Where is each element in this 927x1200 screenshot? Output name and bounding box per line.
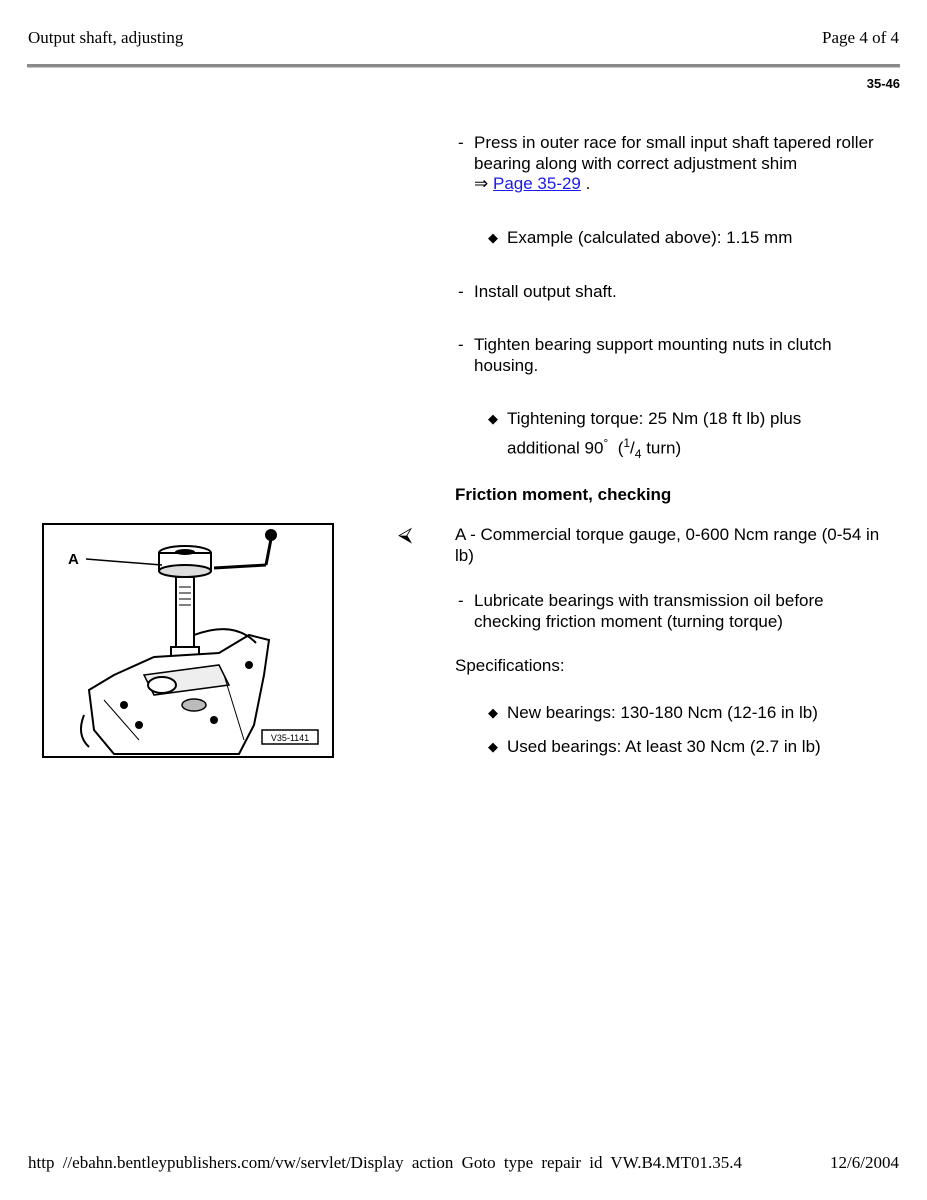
torque-line2: additional 90	[507, 438, 604, 458]
bullet-text: Used bearings: At least 30 Ncm (2.7 in lb)	[507, 737, 821, 756]
fraction-slash: /	[630, 438, 635, 458]
bullet-torque	[488, 407, 888, 466]
bullet-used-bearings	[488, 735, 888, 759]
step-install	[455, 282, 885, 303]
torque-gauge-figure	[42, 523, 334, 758]
section-heading: Friction moment, checking	[455, 485, 672, 504]
dash-marker: -	[458, 335, 464, 354]
dash-marker: -	[458, 591, 464, 610]
footer-date: 12/6/2004	[830, 1153, 899, 1172]
step-tighten	[455, 335, 885, 376]
step-text: Press in outer race for small input shaft tapered roller bearing along with correct adjustment shim	[474, 133, 874, 173]
specifications-label: Specifications:	[455, 656, 565, 675]
step-lubricate	[455, 591, 885, 632]
page-link[interactable]: Page 35-29	[492, 174, 581, 193]
callout-label: A	[68, 551, 79, 568]
step-text-end: .	[585, 174, 591, 193]
diamond-bullet-icon: ◆	[488, 411, 498, 426]
step-text: Tighten bearing support mounting nuts in clutch housing.	[474, 335, 832, 375]
bullet-text: Example (calculated above): 1.15 mm	[507, 228, 793, 247]
fraction-numerator: 1	[623, 436, 631, 450]
diamond-bullet-icon: ◆	[488, 705, 498, 720]
dash-marker: -	[458, 282, 464, 301]
transmission-illustration	[44, 525, 332, 756]
step-text: Install output shaft.	[474, 282, 617, 301]
page-header-title: Output shaft, adjusting	[28, 28, 184, 47]
footer-url: http //ebahn.bentleypublishers.com/vw/servlet/Display action Goto type repair id VW.B4.MT01.35.4	[28, 1153, 743, 1172]
gauge-item: A - Commercial torque gauge, 0-600 Ncm range (0-54 in lb)	[455, 525, 880, 565]
torque-line1: Tightening torque: 25 Nm (18 ft lb) plus	[507, 409, 802, 428]
degree-symbol: °	[603, 436, 609, 450]
fraction-denominator: 4	[634, 447, 642, 462]
header-rule	[27, 64, 900, 68]
page-number: Page 4 of 4	[822, 28, 899, 47]
pointer-arrow-icon: ⮘	[398, 524, 413, 546]
diamond-bullet-icon: ◆	[488, 739, 498, 754]
section-number: 35-46	[866, 76, 900, 91]
step-text: Lubricate bearings with transmission oil before checking friction moment (turning torque)	[474, 591, 824, 631]
arrow-icon: ⇒	[474, 174, 489, 193]
dash-marker: -	[458, 133, 464, 152]
figure-code: V35-1141	[270, 733, 310, 743]
bullet-text: New bearings: 130-180 Ncm (12-16 in lb)	[507, 703, 818, 722]
torque-line2-end: turn)	[646, 438, 682, 458]
diamond-bullet-icon: ◆	[488, 230, 498, 245]
bullet-new-bearings	[488, 701, 888, 725]
paren-open: (	[617, 438, 624, 458]
bullet-example	[488, 226, 888, 250]
handle-knob-icon	[265, 529, 277, 541]
step-press-outer-race	[455, 133, 885, 195]
